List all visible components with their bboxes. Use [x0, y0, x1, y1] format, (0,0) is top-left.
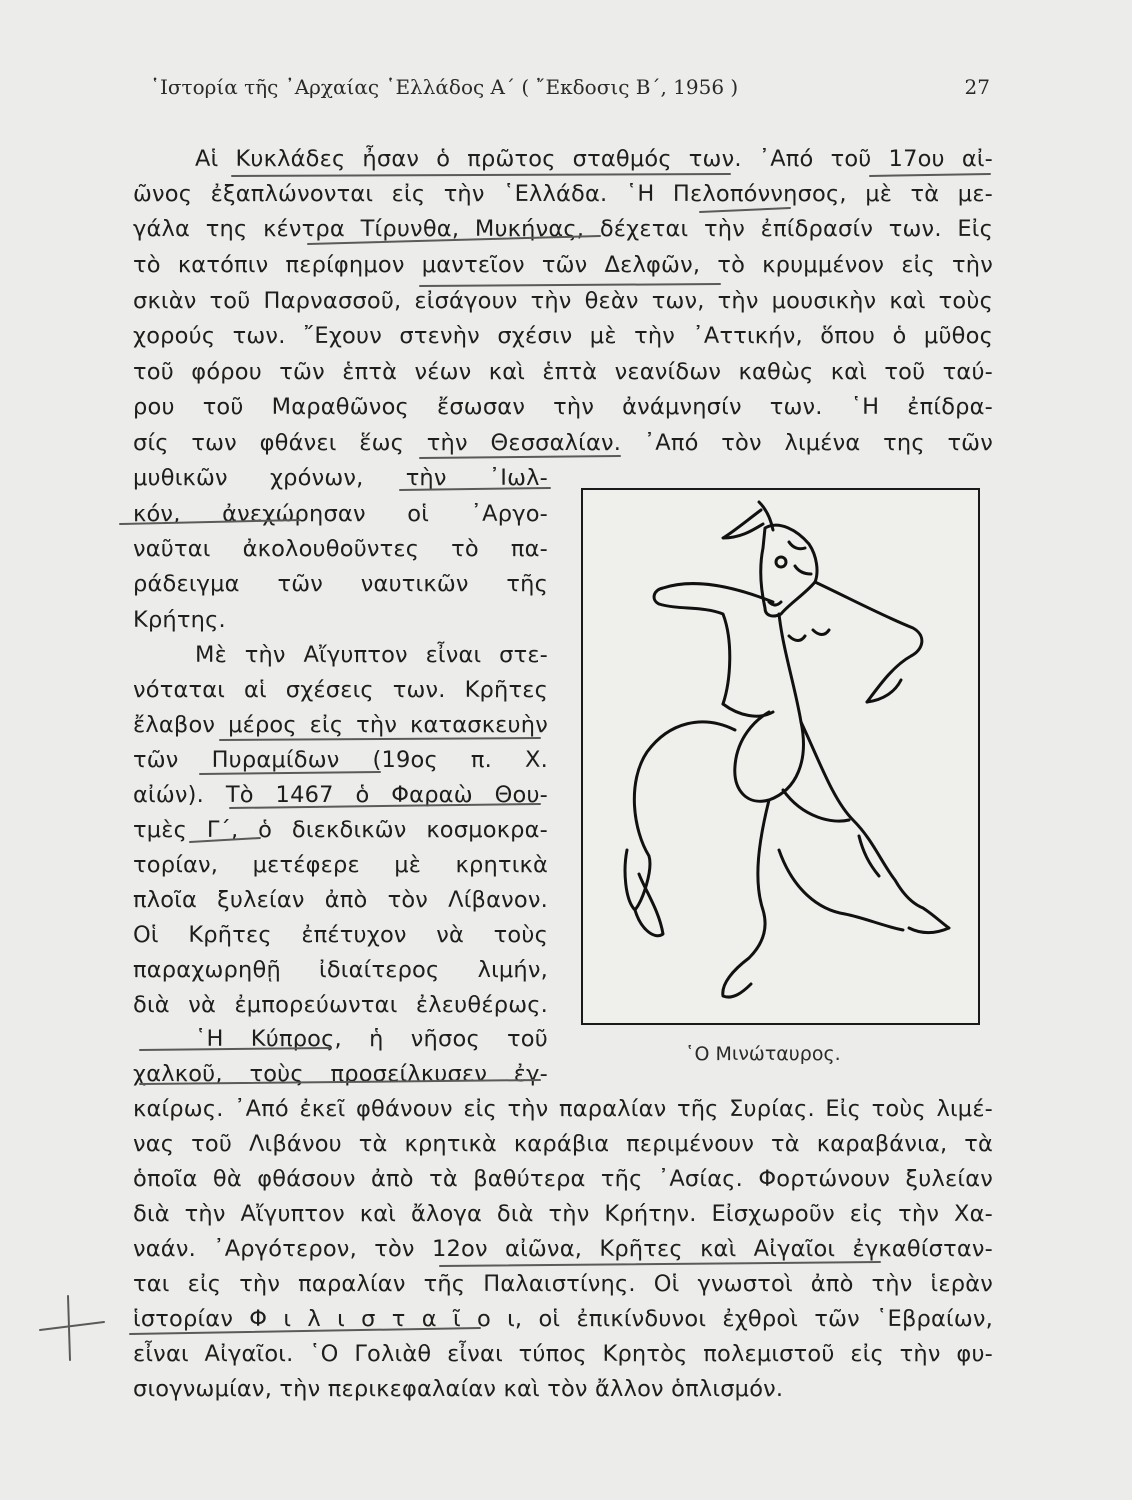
torso: [735, 614, 804, 801]
text-line: κόν, ἀνεχώρησαν οἱ ᾿Αργο-: [133, 501, 548, 527]
running-title: ῾Ιστορία τῆς ᾿Αρχαίας ῾Ελλάδος Α΄ ( ῎Εκδοσις Β΄, 1956 ): [150, 75, 739, 99]
figure-caption: ῾Ο Μινώταυρος.: [685, 1043, 841, 1065]
text-line: τῶν Πυραμίδων (19ος π. Χ.: [133, 747, 548, 773]
leg-left: [723, 800, 769, 997]
text-line: μυθικῶν χρόνων, τὴν ᾿Ιωλ-: [133, 465, 548, 491]
text-line: ἱστορίαν Φ ι λ ι σ τ α ῖ ο ι, οἱ ἐπικίνδυνοι ἐχθροὶ τῶν ῾Εβραίων,: [133, 1306, 993, 1332]
text-line: τοῦ φόρου τῶν ἑπτὰ νέων καὶ ἑπτὰ νεανίδων καθὼς καὶ τοῦ ταύ-: [133, 359, 993, 385]
text-line: ναῦται ἀκολουθοῦντες τὸ πα-: [133, 536, 548, 562]
minotaur-figure: [581, 488, 980, 1025]
text-line: καίρως. ᾿Από ἐκεῖ φθάνουν εἰς τὴν παραλίαν τῆς Συρίας. Εἰς τοὺς λιμέ-: [133, 1096, 993, 1122]
text-line: παραχωρηθῇ ἰδιαίτερος λιμήν,: [133, 957, 548, 983]
text-line: Μὲ τὴν Αἴγυπτον εἶναι στε-: [195, 642, 548, 668]
text-line: χαλκοῦ, τοὺς προσείλκυσεν ἐγ-: [133, 1061, 548, 1087]
text-line: ται εἰς τὴν παραλίαν τῆς Παλαιστίνης. Οἱ γνωστοὶ ἀπὸ τὴν ἱερὰν: [133, 1271, 993, 1297]
page-number: 27: [964, 75, 990, 99]
chest: [789, 636, 805, 641]
margin-cross-mark: [68, 1296, 70, 1360]
running-header: [150, 75, 990, 105]
arm-right: [815, 582, 922, 702]
text-line: σιογνωμίαν, τὴν περικεφαλαίαν καὶ τὸν ἄλλον ὁπλισμόν.: [133, 1376, 784, 1402]
text-line: τὸ κατόπιν περίφημον μαντεῖον τῶν Δελφῶν, τὸ κρυμμένον εἰς τὴν: [133, 252, 993, 278]
text-line: ὁποῖα θὰ φθάσουν ἀπὸ τὰ βαθύτερα τῆς ᾿Ασίας. Φορτώνουν ξυλείαν: [133, 1166, 993, 1192]
text-line: τμὲς Γ΄, ὁ διεκδικῶν κοσμοκρα-: [133, 817, 548, 843]
text-line: αἰών). Τὸ 1467 ὁ Φαραὼ Θου-: [133, 782, 548, 808]
text-line: ῶνος ἐξαπλώνονται εἰς τὴν ῾Ελλάδα. ῾Η Πελοπόννησος, μὲ τὰ με-: [133, 181, 993, 207]
text-line: χορούς των. ῎Εχουν στενὴν σχέσιν μὲ τὴν ᾿Αττικήν, ὅπου ὁ μῦθος: [133, 323, 993, 349]
mane-line: [795, 566, 811, 574]
margin-cross-mark: [40, 1322, 104, 1330]
text-line: νόταται αἱ σχέσεις των. Κρῆτες: [133, 677, 548, 703]
underline: [232, 174, 730, 176]
leg-right: [801, 722, 949, 933]
text-line: σκιὰν τοῦ Παρνασσοῦ, εἰσάγουν τὴν θεὰν των, τὴν μουσικὴν καὶ τοὺς: [133, 288, 993, 314]
text-line: τορίαν, μετέφερε μὲ κρητικὰ: [133, 852, 548, 878]
chest: [813, 630, 829, 635]
mane-line: [789, 542, 805, 549]
text-line: Κρήτης.: [133, 607, 226, 633]
text-line: Αἱ Κυκλάδες ἦσαν ὁ πρῶτος σταθμός των. ᾿Από τοῦ 17ου αἰ-: [195, 146, 993, 172]
text-line: ἔλαβον μέρος εἰς τὴν κατασκευὴν: [133, 712, 548, 738]
text-line: σίς των φθάνει ἕως τὴν Θεσσαλίαν. ᾿Από τὸν λιμένα της τῶν: [133, 430, 993, 456]
text-line: ράδειγμα τῶν ναυτικῶν τῆς: [133, 571, 548, 597]
text-line: πλοῖα ξυλείαν ἀπὸ τὸν Λίβανον.: [133, 887, 548, 913]
eye: [776, 557, 786, 567]
arm-left: [654, 584, 773, 704]
underline: [870, 174, 990, 176]
text-line: νας τοῦ Λιβάνου τὰ κρητικὰ καράβια περιμένουν τὰ καραβάνια, τὰ: [133, 1131, 993, 1157]
text-line: εἶναι Αἰγαῖοι. ῾Ο Γολιὰθ εἶναι τύπος Κρητὸς πολεμιστοῦ εἰς τὴν φυ-: [133, 1341, 993, 1367]
text-line: γάλα της κέντρα Τίρυνθα, Μυκήνας, δέχεται τὴν ἐπίδρασίν των. Εἰς: [133, 216, 993, 242]
text-line: ρου τοῦ Μαραθῶνος ἔσωσαν τὴν ἀνάμνησίν των. ῾Η ἐπίδρα-: [133, 394, 993, 420]
text-line: διὰ νὰ ἐμπορεύωνται ἐλευθέρως.: [133, 992, 548, 1018]
hand-right: [867, 680, 901, 702]
text-line: ναάν. ᾿Αργότερον, τὸν 12ον αἰῶνα, Κρῆτες καὶ Αἰγαῖοι ἐγκαθίσταν-: [133, 1236, 993, 1262]
minotaur-drawing: [583, 490, 978, 1023]
horn-left: [723, 510, 763, 538]
text-line: διὰ τὴν Αἴγυπτον καὶ ἄλογα διὰ τὴν Κρήτην. Εἰσχωροῦν εἰς τὴν Χα-: [133, 1201, 993, 1227]
text-line: Οἱ Κρῆτες ἐπέτυχον νὰ τοὺς: [133, 922, 548, 948]
hip-line: [783, 790, 849, 821]
text-line: ῾Η Κύπρος, ἡ νῆσος τοῦ: [195, 1026, 548, 1052]
